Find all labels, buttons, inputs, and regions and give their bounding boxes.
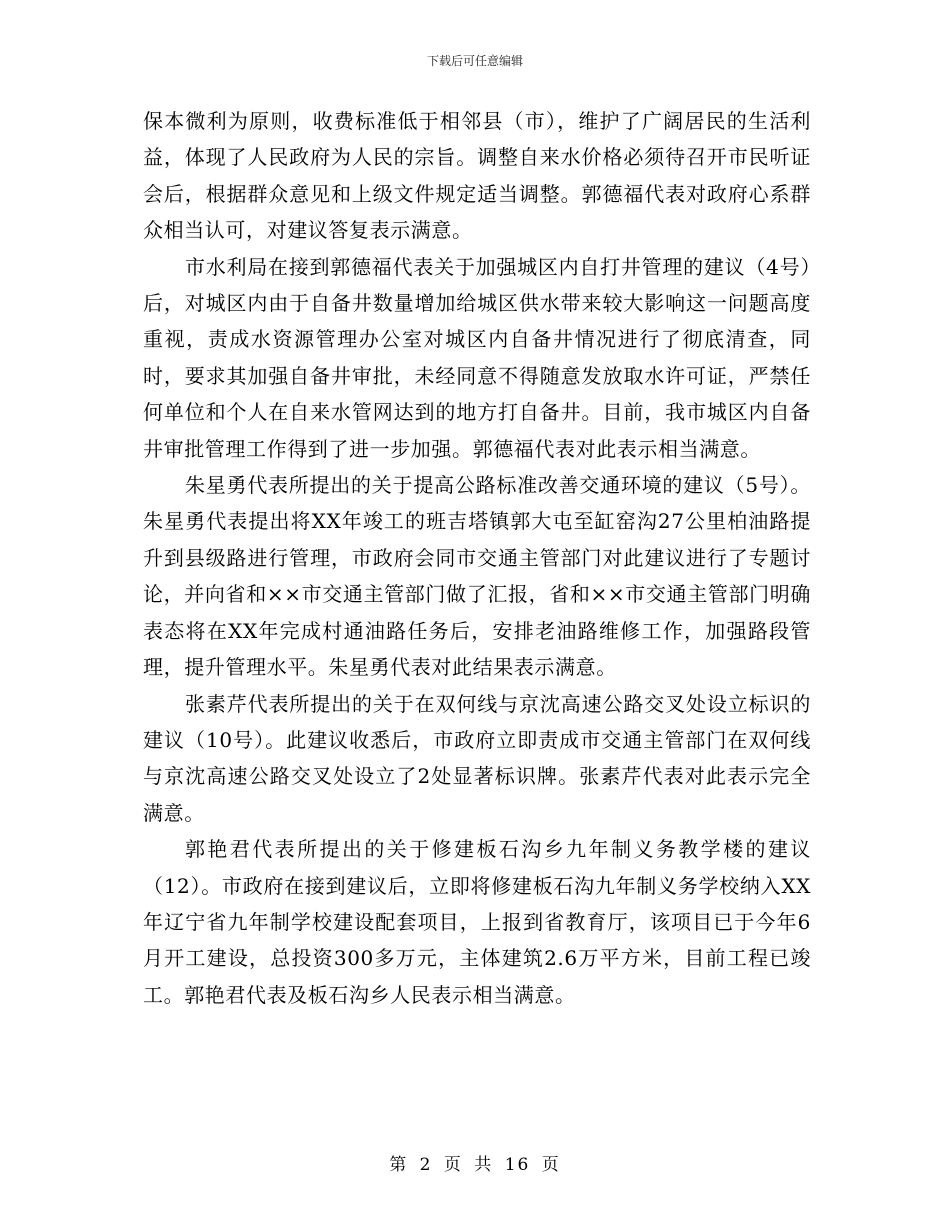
- page-header-note: 下载后可任意编辑: [426, 54, 523, 68]
- paragraph-4: 张素芹代表所提出的关于在双何线与京沈高速公路交叉处设立标识的建议（10号）。此建议收悉后，市政府立即责成市交通主管部门在双何线与京沈高速公路交叉处设立了2处显著标识牌。张素芹代表对此表示完全满意。: [143, 691, 811, 825]
- paragraph-2: 市水利局在接到郭德福代表关于加强城区内自打井管理的建议（4号）后，对城区内由于自备井数量增加给城区供水带来较大影响这一问题高度重视，责成水资源管理办公室对城区内自备井情况进行了彻底清查，同时，要求其加强自备井审批，未经同意不得随意发放取水许可证，严禁任何单位和个人在自来水管网达到的地方打自备井。目前，我市城区内自备井审批管理工作得到了进一步加强。郭德福代表对此表示相当满意。: [143, 254, 811, 461]
- document-body: [143, 103, 811, 1013]
- paragraph-3: 朱星勇代表所提出的关于提高公路标准改善交通环境的建议（5号）。朱星勇代表提出将XX年竣工的班吉塔镇郭大屯至缸窑沟27公里柏油路提升到县级路进行管理，市政府会同市交通主管部门对此建议进行了专题讨论，并向省和××市交通主管部门做了汇报，省和××市交通主管部门明确表态将在XX年完成村通油路任务后，安排老油路维修工作，加强路段管理，提升管理水平。朱星勇代表对此结果表示满意。: [143, 473, 811, 680]
- page-number-footer: 第 2 页 共 16 页: [389, 1155, 561, 1175]
- paragraph-5: 郭艳君代表所提出的关于修建板石沟乡九年制义务教学楼的建议（12）。市政府在接到建议后，立即将修建板石沟九年制义务学校纳入XX年辽宁省九年制学校建设配套项目，上报到省教育厅，该项目已于今年6月开工建设，总投资300多万元，主体建筑2.6万平方米，目前工程已竣工。郭艳君代表及板石沟乡人民表示相当满意。: [143, 837, 811, 1007]
- paragraph-1: 保本微利为原则，收费标准低于相邻县（市），维护了广阔居民的生活利益，体现了人民政府为人民的宗旨。调整自来水价格必须待召开市民听证会后，根据群众意见和上级文件规定适当调整。郭德福代表对政府心系群众相当认可，对建议答复表示满意。: [143, 109, 811, 243]
